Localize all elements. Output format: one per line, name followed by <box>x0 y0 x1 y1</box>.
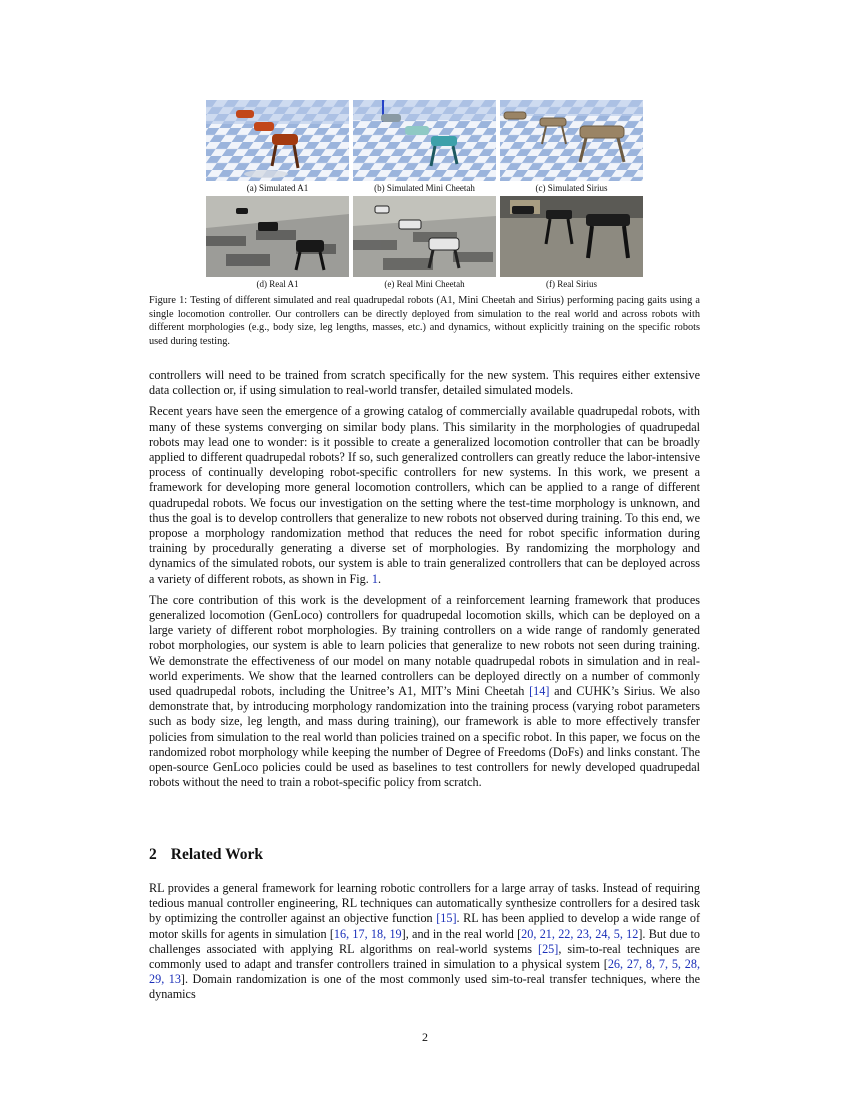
simulated-mini-cheetah-image <box>353 100 496 181</box>
citation-link[interactable]: 20, 21, 22, 23, 24, 5, 12 <box>521 926 639 941</box>
panel-caption: (c) Simulated Sirius <box>535 183 608 193</box>
simulated-a1-image <box>206 100 349 181</box>
panel-caption: (b) Simulated Mini Cheetah <box>374 183 475 193</box>
paragraph: The core contribution of this work is the development of a reinforcement learning framework that produces generalized locomotion (GenLoco) controllers for quadrupedal locomotion skills, which can be deployed on a large variety of different robot morphologies. By training controllers on a wide range of randomly generated robot morphologies, our system is able to learn policies that generalize to new robots not seen during training. We demonstrate the effectiveness of our model on many notable quadrupedal robots in simulation and in real-world experiments. We show that the learned controllers can be deployed directly on a number of commonly used quadrupedal robots, including the Unitree’s A1, MIT’s Mini Cheetah [14] and CUHK’s Sirius. We also demonstrate that, by introducing morphology randomization into the training process (varying robot parameters such as body size, leg length, and mass during training), our framework is able to more effectively transfer policies from simulation to the real world than policies trained on a specific robot. In this paper, we focus on the randomized robot morphology while keeping the number of Degree of Freedoms (DoFs) and links constant. The open-source GenLoco policies could be used as baselines to test controllers for newly developed quadrupedal robots without the need to train a robot-specific policy from scratch. <box>149 592 700 790</box>
panel-caption: (f) Real Sirius <box>546 279 597 289</box>
real-sirius-image <box>500 196 643 277</box>
panel-caption: (d) Real A1 <box>256 279 299 289</box>
figure-reference-link[interactable]: 1 <box>371 571 378 586</box>
panel-real-sirius <box>500 196 643 290</box>
section-heading <box>149 846 263 864</box>
page-number: 2 <box>422 1030 428 1044</box>
figure-caption: Figure 1: Testing of different simulated and real quadrupedal robots (A1, Mini Cheetah and Sirius) performing pacing gaits using a single locomotion controller. Our controllers can be directly deployed from simulation to the real world and across robots with different morphologies (e.g., body size, leg lengths, masses, etc.) and dynamics, without explicitly training on the specific robots used during testing. <box>149 295 700 347</box>
panel-caption: (a) Simulated A1 <box>246 183 309 193</box>
paragraph: controllers will need to be trained from scratch specifically for the new system. This requires either extensive data collection or, if using simulation to real-world transfer, detailed simulated models. <box>149 368 700 398</box>
related-work-text <box>149 881 700 1003</box>
paragraph: RL provides a general framework for learning robotic controllers for a large array of tasks. Instead of requiring tedious manual controller engineering, RL techniques can automatically synthesize controllers for a desired task by optimizing the controller against an objective function [15]. RL has been applied to develop a wide range of motor skills for agents in simulation [16, 17, 18, 19], and in the real world [20, 21, 22, 23, 24, 5, 12]. But due to challenges associated with applying RL algorithms on real-world systems [25], sim-to-real techniques are commonly used to adapt and transfer controllers trained in simulation to a physical system [26, 27, 8, 7, 5, 28, 29, 13]. Domain randomization is one of the most commonly used sim-to-real transfer techniques, where the dynamics <box>149 881 701 1002</box>
citation-link[interactable]: 16, 17, 18, 19 <box>333 926 402 941</box>
paragraph: Recent years have seen the emergence of a growing catalog of commercially available quadrupedal robots, with many of these systems converging on similar body plans. This similarity in the morphologies of quadrupedal robots may lead one to wonder: is it possible to create a generalized locomotion controller that can be broadly applied to different quadrupedal robots? If so, such generalized controllers can greatly reduce the labor-intensive process of continually developing robot-specific controllers for new systems. In this work, we present a framework for developing more general locomotion controllers, which can be applied to a range of different quadrupedal robots. We focus our investigation on the setting where the test-time morphology is unknown, and thus the goal is to develop controllers that generalize to new robots not observed during training. To this end, we propose a morphology randomization method that reduces the need for robot specific information during training by procedurally generating a diverse set of morphologies. By randomizing the morphology and dynamics of the simulated robots, our system is able to train generalized controllers that can be deployed across a variety of different robots, as shown in Fig. 1. <box>149 404 700 586</box>
section-title: Related Work <box>170 846 264 863</box>
panel-simulated-mini-cheetah <box>353 100 496 194</box>
panel-simulated-sirius <box>500 100 643 194</box>
body-text <box>149 368 700 796</box>
citation-link[interactable]: [14] <box>529 684 550 699</box>
panel-simulated-a1 <box>206 100 349 194</box>
panel-real-mini-cheetah <box>353 196 496 290</box>
panel-caption: (e) Real Mini Cheetah <box>384 279 465 289</box>
citation-link[interactable]: 26, 27, 8, 7, 5, 28, 29, 13 <box>149 957 701 987</box>
real-a1-image <box>206 196 349 277</box>
citation-link[interactable]: [15] <box>436 911 457 926</box>
panel-real-a1 <box>206 196 349 290</box>
real-mini-cheetah-image <box>353 196 496 277</box>
citation-link[interactable]: [25] <box>538 941 559 956</box>
section-number: 2 <box>149 846 157 863</box>
simulated-sirius-image <box>500 100 643 181</box>
